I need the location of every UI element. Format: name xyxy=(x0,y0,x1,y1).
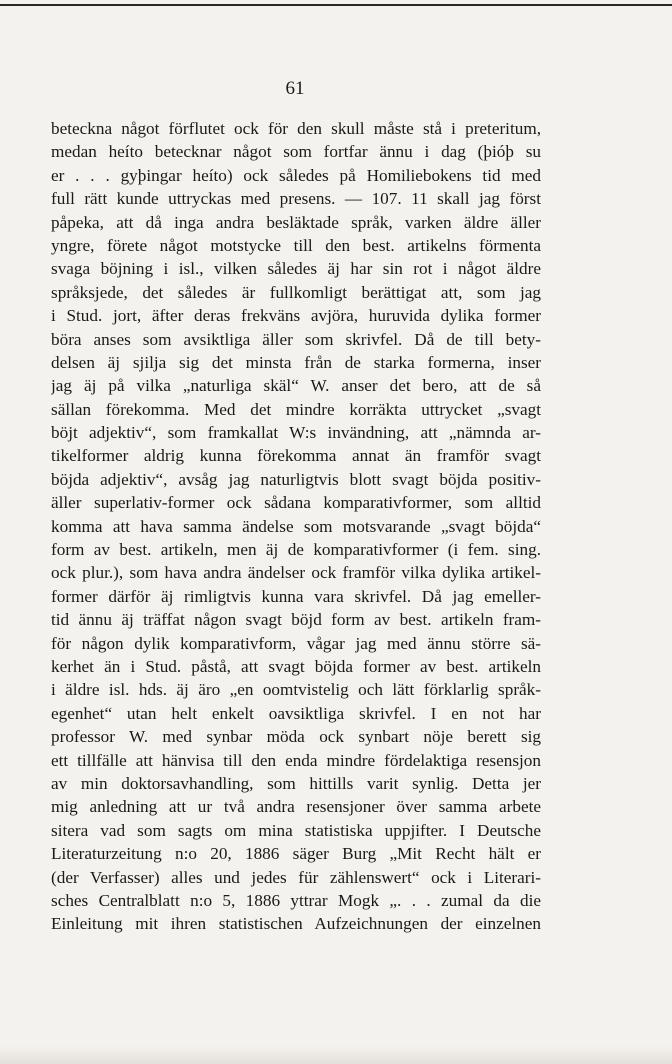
text-line: sches Centralblatt n:o 5, 1886 yttrar Mogk „. . . zumal da die xyxy=(51,890,541,910)
text-line: i äldre isl. hds. äj äro „en oomtvistelig och lätt förklarlig språk- xyxy=(51,680,541,700)
text-line: av min doktorsavhandling, som hittills varit synlig. Detta jer xyxy=(51,773,541,793)
text-line: yngre, förete något motstycke till den best. artikelns förmenta xyxy=(51,235,541,255)
text-line: professor W. med synbar möda ock synbart nöje berett sig xyxy=(51,727,541,747)
text-line: tikelformer aldrig kunna förekomma annat än framför svagt xyxy=(51,446,541,466)
text-line: er . . . gyþingar heíto) ock således på Homiliebokens tid med xyxy=(51,165,541,185)
text-line: medan heíto betecknar något som fortfar ännu i dag (þióþ su xyxy=(51,142,541,162)
text-line: jag äj på vilka „naturliga skäl“ W. anser det bero, att de så xyxy=(51,376,541,396)
text-line: former därför äj rimligtvis kunna vara skrivfel. Då jag emeller- xyxy=(51,586,541,606)
text-line: äller superlativ-former ock sådana komparativformer, som alltid xyxy=(51,493,541,513)
text-line: svaga böjning i isl., vilken således äj har sin rot i något äldre xyxy=(51,259,541,279)
text-line: kerhet än i Stud. påstå, att svagt böjda former av best. artikeln xyxy=(51,656,541,676)
text-line: Einleitung mit ihren statistischen Aufzeichnungen der einzelnen xyxy=(51,914,541,934)
text-line: böra anses som avsiktliga äller som skrivfel. Då de till bety- xyxy=(51,329,541,349)
top-rule xyxy=(0,4,672,6)
text-line: form av best. artikeln, men äj de komparativformer (i fem. sing. xyxy=(51,540,541,560)
text-line: för någon dylik komparativform, vågar jag med ännu större sä- xyxy=(51,633,541,653)
text-line: sitera vad som sagts om mina statistiska uppjifter. I Deutsche xyxy=(51,820,541,840)
text-line: ock plur.), som hava andra ändelser ock framför vilka dylika artikel- xyxy=(51,563,541,583)
text-line: full rätt kunde uttryckas med presens. — 107. 11 skall jag först xyxy=(51,189,541,209)
text-line: Literaturzeitung n:o 20, 1886 säger Burg „Mit Recht hält er xyxy=(51,844,541,864)
text-line: delsen äj sjilja sig det minsta från de starka formerna, inser xyxy=(51,352,541,372)
body-text xyxy=(51,117,541,936)
text-line: komma att hava samma ändelse som motsvarande „svagt böjda“ xyxy=(51,516,541,536)
text-line: i Stud. jort, äfter deras frekväns avjöra, huruvida dylika former xyxy=(51,306,541,326)
text-line: mig anledning att ur två andra resensjoner över samma arbete xyxy=(51,797,541,817)
text-line: språksjede, det således är fullkomligt berättigat att, som jag xyxy=(51,282,541,302)
text-line: beteckna något förflutet ock för den skull måste stå i preteritum, xyxy=(51,119,541,138)
text-line: böjt adjektiv“, som framkallat W:s invändning, att „nämnda ar- xyxy=(51,423,541,443)
text-line: (der Verfasser) alles und jedes für zählenswert“ ock i Literari- xyxy=(51,867,541,887)
text-line: böjda adjektiv“, avsåg jag naturligtvis blott svagt böjda positiv- xyxy=(51,469,541,489)
text-line: sällan förekomma. Med det mindre korräkta uttrycket „svagt xyxy=(51,399,541,419)
text-line: tid ännu äj träffat någon svagt böjd form av best. artikeln fram- xyxy=(51,610,541,630)
text-line: påpeka, att då inga andra besläktade språk, varken äldre äller xyxy=(51,212,541,232)
page-edge-shading xyxy=(0,1046,672,1064)
text-line: egenhet“ utan helt enkelt oavsiktliga skrivfel. I en not har xyxy=(51,703,541,723)
text-line: ett tillfälle att hänvisa till den enda mindre fördelaktiga resensjon xyxy=(51,750,541,770)
page-number: 61 xyxy=(285,78,305,99)
